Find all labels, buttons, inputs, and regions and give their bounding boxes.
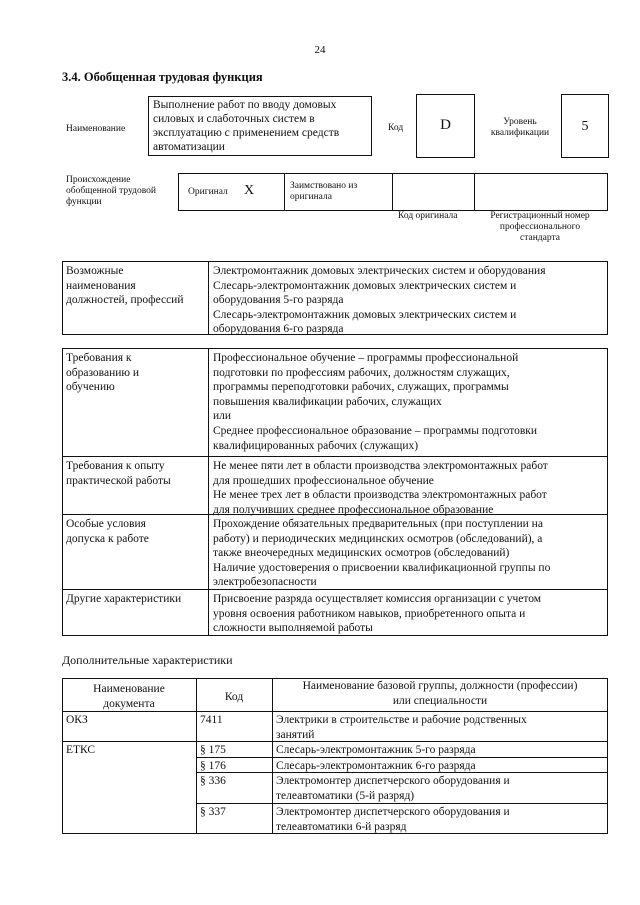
education-line: квалифицированных рабочих (служащих) — [213, 439, 419, 452]
row-name — [272, 772, 608, 805]
origin-table — [178, 173, 608, 211]
education-value — [209, 349, 608, 455]
positions-label-line: наименования — [66, 279, 136, 292]
other-value — [209, 590, 608, 638]
reg-number-line: стандарта — [520, 233, 560, 243]
header-code-line: Код — [224, 691, 244, 703]
origin-label-line: Происхождение — [66, 175, 131, 185]
admission-label-line: допуска к работе — [66, 532, 149, 545]
admission-line: электробезопасности — [213, 576, 317, 589]
education-line: подготовки по профессиям рабочих, должностям служащих, — [213, 366, 510, 379]
name-value-line: автоматизации — [153, 141, 225, 153]
admission-line: также внеочередных медицинских осмотров (обследований) — [213, 547, 510, 560]
education-line: повышения квалификации рабочих, служащих — [213, 395, 442, 408]
origin-label-line: обобщенной трудовой — [66, 186, 156, 196]
admission-value — [209, 515, 608, 592]
other-line: Присвоение разряда осуществляет комиссия организации с учетом — [213, 593, 542, 605]
reg-number-label — [480, 211, 600, 244]
header-code — [196, 690, 272, 705]
experience-label-line: Требования к опыту — [66, 460, 165, 472]
other-label-line: Другие характеристики — [66, 593, 182, 605]
origin-label-line: функции — [66, 197, 102, 207]
code-label: Код — [388, 123, 404, 133]
education-label — [62, 349, 208, 397]
row-name — [272, 803, 608, 836]
education-label-line: обучению — [66, 381, 115, 394]
level-value: 5 — [561, 94, 609, 158]
position-line: Слесарь-электромонтажник домовых электрических систем и — [213, 308, 517, 321]
row-doc: ЕТКС — [66, 744, 96, 756]
experience-line: для получивших среднее профессиональное образование — [213, 503, 494, 516]
reg-number-line: профессионального — [499, 222, 581, 232]
header-name-line: или специальности — [392, 694, 488, 707]
level-label-line: Уровень — [503, 117, 537, 127]
row-code: § 336 — [200, 775, 226, 787]
name-value-line: силовых и слаботочных систем в — [153, 113, 315, 125]
admission-line: Наличие удостоверения о присвоении квалификационной группы по — [213, 561, 551, 574]
education-label-line: Требования к — [66, 352, 132, 364]
name-value-line: Выполнение работ по вводу домовых — [153, 99, 337, 111]
positions-value — [209, 262, 608, 339]
position-line: оборудования 6-го разряда — [213, 323, 344, 336]
row-code: 7411 — [200, 714, 223, 726]
position-line: Электромонтажник домовых электрических систем и оборудования — [213, 265, 546, 277]
header-name-line: Наименование базовой группы, должности (профессии) — [302, 680, 578, 692]
row-code: § 176 — [200, 760, 226, 772]
positions-label-line: должностей, профессий — [66, 294, 184, 307]
admission-label — [62, 515, 208, 548]
experience-line: Не менее трех лет в области производства электромонтажных работ — [213, 489, 547, 502]
experience-line: Не менее пяти лет в области производства электромонтажных работ — [213, 460, 548, 472]
education-line: Профессиональное обучение – программы профессиональной — [213, 352, 519, 364]
position-line: оборудования 5-го разряда — [213, 294, 344, 307]
page-number: 24 — [314, 44, 326, 56]
experience-value — [209, 457, 608, 519]
experience-label — [62, 457, 208, 490]
experience-line: для прошедших профессиональное обучение — [213, 474, 434, 487]
education-line: программы переподготовки рабочих, служащих, программы — [213, 381, 509, 394]
borrowed-label-line: оригинала — [290, 192, 332, 202]
reg-number-line: Регистрационный номер — [490, 211, 590, 221]
row-name-line: занятий — [276, 728, 315, 741]
borrowed-label-line: Заимствовано из — [290, 181, 358, 191]
row-name-line: телеавтоматики 6-й разряд — [276, 820, 407, 833]
original-mark: X — [244, 183, 255, 198]
code-original-label: Код оригинала — [398, 211, 458, 221]
admission-line: работу) и периодических медицинских осмотров (обследований), а — [213, 532, 543, 545]
row-code: § 175 — [200, 744, 226, 756]
row-doc: ОКЗ — [66, 714, 88, 726]
admission-label-line: Особые условия — [66, 518, 146, 530]
level-label — [478, 117, 562, 139]
name-value-box — [148, 96, 372, 156]
code-value: D — [416, 94, 475, 158]
row-name-line: Слесарь-электромонтажник 6-го разряда — [276, 760, 476, 772]
section-title: 3.4. Обобщенная трудовая функция — [62, 70, 263, 84]
row-code: § 337 — [200, 806, 226, 818]
positions-label-line: Возможные — [66, 265, 124, 277]
row-name-line: Электромонтер диспетчерского оборудования и — [276, 806, 510, 818]
row-name-line: Электромонтер диспетчерского оборудования и — [276, 775, 510, 787]
additional-title: Дополнительные характеристики — [62, 653, 233, 667]
education-line: Среднее профессиональное образование – программы подготовки — [213, 424, 538, 437]
header-doc — [62, 682, 196, 711]
education-label-line: образованию и — [66, 366, 139, 379]
position-line: Слесарь-электромонтажник домовых электрических систем и — [213, 279, 517, 292]
header-name — [272, 679, 608, 708]
other-line: сложности выполняемой работы — [213, 622, 373, 635]
admission-line: Прохождение обязательных предварительных (при поступлении на — [213, 518, 543, 530]
row-name-line: Электрики в строительстве и рабочие родственных — [276, 714, 527, 726]
origin-label — [66, 175, 156, 208]
name-label: Наименование — [66, 124, 126, 134]
level-label-line: квалификации — [490, 128, 550, 138]
original-label: Оригинал — [188, 187, 228, 197]
experience-label-line: практической работы — [66, 474, 171, 487]
header-doc-line: Наименование — [93, 683, 165, 695]
row-name-line: Слесарь-электромонтажник 5-го разряда — [276, 744, 476, 756]
education-line: или — [213, 410, 232, 423]
other-label — [62, 590, 208, 609]
row-name-line: телеавтоматики (5-й разряд) — [276, 789, 415, 802]
borrowed-label — [290, 181, 357, 203]
header-doc-line: документа — [103, 697, 155, 710]
other-line: уровня освоения работником навыков, приобретенного опыта и — [213, 607, 526, 620]
row-name — [272, 711, 608, 744]
positions-label — [62, 262, 208, 310]
name-value-line: эксплуатацию с применением средств — [153, 127, 340, 139]
